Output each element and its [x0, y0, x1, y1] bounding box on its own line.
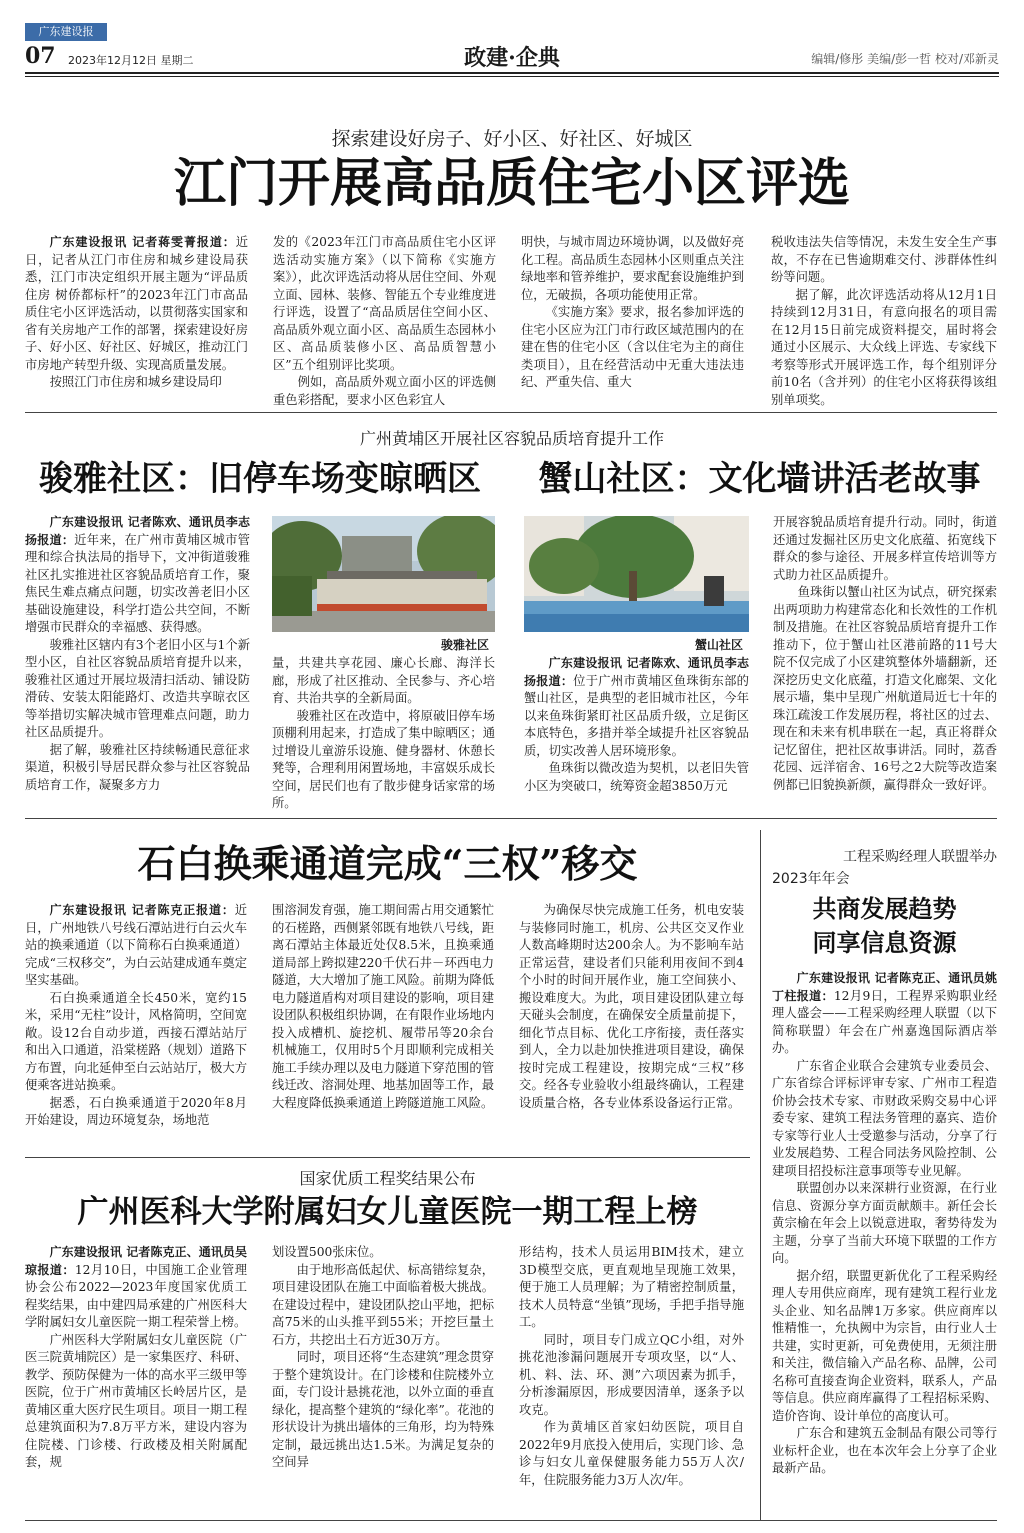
- page-header: [0, 0, 1024, 72]
- issue-date: 2023年12月12日 星期二: [68, 54, 194, 67]
- article5-headline: 同享信息资源: [812, 928, 957, 957]
- article5-text: 广东合和建筑五金制品有限公司等行业标杆企业，也在本次年会上分享了企业最新产品。: [772, 1426, 997, 1475]
- article1-text: 《实施方案》要求，报名参加评选的住宅小区应为江门市行政区域范围内的在建在售的住宅小区（含以住宅为主的商住类项目），且在经营活动中无重大违法违纪、严重失信、重大: [521, 305, 744, 389]
- article5-text: 12月9日，工程界采购职业经理人盛会——工程采购经理人联盟（以下简称联盟）年会在广州嘉逸国际酒店举办。: [772, 988, 997, 1055]
- article2-right-byline: 广东建设报讯 记者陈欢、通讯员李志扬报道：: [524, 656, 749, 688]
- article2-text: 据了解，骏雅社区持续畅通民意征求渠道，积极引导居民群众参与社区容貌品质培育工作，凝聚多方力: [25, 742, 250, 792]
- article3-text: 据悉，石白换乘通道于2020年8月开始建设，周边环境复杂，场地范: [25, 1095, 247, 1127]
- article4-subtitle: 国家优质工程奖结果公布: [299, 1169, 476, 1188]
- masthead-logo: 广东建设报: [25, 23, 107, 41]
- photo-xieshan-community: [524, 516, 749, 632]
- article4-text: 12月10日，中国施工企业管理协会公布2022—2023年度国家优质工程奖结果，由中建四局承建的广州医科大学附属妇女儿童医院一期工程荣誉上榜。: [25, 1262, 247, 1329]
- article5-subtitle: 工程采购经理人联盟举办: [843, 849, 997, 865]
- photo-caption: 蟹山社区: [695, 638, 744, 652]
- article4-column-1: [25, 1244, 247, 1472]
- article5-headline: 共商发展趋势: [812, 894, 957, 923]
- article3-column-3: [519, 902, 744, 1112]
- article1-text: 税收违法失信等情况，未发生安全生产事故，不存在已售逾期难交付、涉群体性纠纷等问题。: [771, 235, 997, 284]
- editor-credits: 编辑/修彤 美编/彭一哲 校对/邓新灵: [811, 52, 999, 66]
- footer-rule: [25, 1520, 997, 1521]
- article5-byline: 广东建设报讯 记者陈克正、通讯员姚丁柱报道：: [772, 971, 997, 1003]
- article2-right-headline: 蟹山社区：文化墙讲活老故事: [538, 459, 981, 499]
- section-divider: [25, 412, 997, 413]
- article2-right-column-1: [524, 655, 749, 795]
- article3-column-1: [25, 902, 247, 1130]
- section-divider: [25, 1157, 750, 1158]
- article5-text: 联盟创办以来深耕行业资源，在行业信息、资源分享方面贡献颇丰。新任会长黄宗榆在年会上以锐意进取，奢势待发为主题，分享了当前大环境下联盟的工作方向。: [772, 1181, 997, 1265]
- article4-text: 由于地形高低起伏、标高错综复杂，项目建设团队在施工中面临着极大挑战。在建设过程中，建设团队挖山平地，把标高75米的山头推平到55米；开挖巨量土石方，共挖出土石方近30万方。: [272, 1262, 494, 1347]
- article1-text: 按照江门市住房和城乡建设局印: [49, 375, 222, 389]
- article2-text: 骏雅社区在改造中，将原破旧停车场顶棚利用起来，打造成了集中晾晒区；通过增设儿童游乐设施、健身器材、休憩长凳等，合理利用闲置场地，丰富娱乐成长空间，居民们也有了散步健身话家常的场所。: [272, 708, 495, 810]
- article1-column-3: [521, 234, 744, 392]
- article4-column-3: [519, 1244, 744, 1489]
- article2-text: 量，共建共享花园、廉心长廊、海洋长廊，形成了社区推动、全民参与、齐心培育、共治共享的全新局面。: [272, 656, 495, 705]
- article3-byline: 广东建设报讯 记者陈克正报道：: [49, 903, 235, 917]
- article1-headline: 江门开展高品质住宅小区评选: [173, 153, 850, 214]
- article4-column-2: [272, 1244, 494, 1472]
- header-rule: [25, 72, 999, 74]
- article3-column-2: [272, 902, 494, 1112]
- article4-text: 同时，项目还将“生态建筑”理念贯穿于整个建筑设计。在门诊楼和住院楼外立面，专门设计悬挑花池，以外立面的垂直绿化，提高整个建筑的“绿化率”。花池的形状设计为挑出墙体的三角形，均为特殊定制，最远挑出达1.5米。为满足复杂的空间异: [272, 1350, 494, 1469]
- article2-text: 开展容貌品质培育提升行动。同时，街道还通过发掘社区历史文化底蕴、拓宽线下群众的参与途径、开展多样宣传培训等方式助力社区品质提升。: [773, 515, 997, 582]
- section-divider: [25, 818, 997, 819]
- article2-text: 鱼珠街以微改造为契机，以老旧失管小区为突破口，统筹资金超3850万元: [524, 761, 749, 793]
- article4-byline: 广东建设报讯 记者陈克正、通讯员吴琼报道：: [25, 1245, 247, 1277]
- article3-text: 近日，广州地铁八号线石潭站进行白云火车站的换乘通道（以下简称石白换乘通道）完成“三权移交”，为白云站建成通车奠定坚实基础。: [25, 903, 247, 987]
- article4-text: 作为黄埔区首家妇幼医院，项目自2022年9月底投入使用后，实现门诊、急诊与妇女儿童保健服务能力55万人次/年，住院服务能力3万人次/年。: [519, 1420, 744, 1487]
- article4-text: 同时，项目专门成立QC小组，对外挑花池渗漏问题展开专项攻坚，以“人、机、料、法、环、测”六项因素为抓手，分析渗漏原因，形成要因清单，逐条予以攻克。: [519, 1332, 744, 1417]
- article2-text: 近年来，在广州市黄埔区城市管理和综合执法局的指导下，文冲街道骏雅社区扎实推进社区容貌品质培育工作，聚焦民生难点痛点问题，切实改善老旧小区基础设施建设，科学打造公共空间，不断增强市民群众的幸福感、获得感。: [25, 532, 250, 634]
- header-rule-thin: [25, 76, 999, 77]
- article2-text: 鱼珠街以蟹山社区为试点，研究探索出两项助力构建常态化和长效性的工作机制及措施。在社区容貌品质培育提升工作推动下，位于蟹山社区港前路的11号大院不仅完成了小区建筑整体外墙翻新，还深挖历史文化底蕴，打造文化廊架、文化展示墙，集中呈现广州航道局近七十年的珠江疏浚工作发展历程，将社区的过去、现在和未来有机串联在一起，真正将群众记忆留住，把社区故事讲活。同时，荔香花园、远洋宿舍、16号之2大院等改造案例都已旧貌换新颜，赢得群众一致好评。: [773, 585, 997, 792]
- photo-caption: 骏雅社区: [441, 638, 490, 652]
- article4-headline: 广州医科大学附属妇女儿童医院一期工程上榜: [77, 1194, 698, 1230]
- article1-column-1: [25, 234, 248, 392]
- article3-headline: 石白换乘通道完成“三权”移交: [137, 841, 638, 886]
- article5-text: 据介绍，联盟更新优化了工程采购经理人专用供应商库，现有建筑工程行业龙头企业、知名品牌1万多家。供应商库以惟精惟一，允执阙中为宗旨，由行业人士共建，实时更新，可免费使用，无须注册和关注，微信输入产品名称、品牌，公司名称可直接查询企业资料，联系人，产品等信息。供应商库赢得了工程招标采购、造价咨询、设计单位的高度认可。: [772, 1268, 997, 1423]
- article2-right-column-2: [773, 514, 997, 794]
- article2-text: 位于广州市黄埔区鱼珠街东部的蟹山社区，是典型的老旧城市社区，今年以来鱼珠街紧盯社区品质升级，立足街区本底特色，多措并举全域提升社区容貌品质，切实改善人居环境形象。: [524, 673, 749, 758]
- article1-text: 据了解，此次评选活动将从12月1日持续到12月31日，有意向报名的项目需在12月15日前完成资料提交，届时将会通过小区展示、大众线上评选、专家线下考察等形式开展评选工作，每个组别评分前10名（含并列）的住宅小区将获得该组别单项奖。: [771, 287, 997, 407]
- article1-column-4: [771, 234, 997, 409]
- article5-column: [772, 970, 997, 1478]
- article3-text: 为确保尽快完成施工任务，机电安装与装修同时施工，机房、公共区交叉作业人数高峰期时达200余人。为不影响车站正常运营，建设者们只能利用夜间不到4个小时的时间开展作业，施工空间狭小、搬设难度大。为此，项目建设团队建立每天碰头会制度，在确保安全质量前提下，细化节点目标、优化工序衔接，责任落实到人，全力以赴加快推进项目建设，确保按时完成工程建设，按期完成“三权”移交。经各专业验收小组最终确认，工程建设质量合格，各专业体系设备运行正常。: [519, 903, 744, 1110]
- section-title: 政建·企典: [464, 45, 560, 71]
- article1-column-2: [273, 234, 496, 409]
- article2-text: 骏雅社区辖内有3个老旧小区与1个新型小区，自社区容貌品质培育提升以来，骏雅社区通过开展垃圾清扫活动、铺设防滑砖、安装太阳能路灯、改造共享晾衣区等举措切实解决城市管理难点问题，助力社区品质提升。: [25, 637, 250, 739]
- article1-text: 例如，高品质外观立面小区的评选侧重色彩搭配，要求小区色彩宜人: [273, 375, 496, 407]
- article2-left-column-1: [25, 514, 250, 794]
- article2-left-byline: 广东建设报讯 记者陈欢、通讯员李志扬报道：: [25, 515, 250, 547]
- article3-text: 围溶洞发育强，施工期间需占用交通繁忙的石槎路，西侧紧邻既有地铁八号线，距离石潭站主体最近处仅8.5米，且换乘通道局部上跨拟建220千伏石井－环西电力隧道，大大增加了施工风险。前期为降低电力隧道盾构对项目建设的影响，项目建设团队积极组织协调，在有限作业场地内投入成槽机、旋挖机、履带吊等20余台机械施工，仅用时5个月即顺利完成相关施工手续办理以及电力隧道下穿范围的管线迁改、溶洞处理、地基加固等工作，最大程度降低换乘通道上跨隧道施工风险。: [272, 903, 494, 1110]
- article2-left-headline: 骏雅社区：旧停车场变晾晒区: [39, 459, 481, 499]
- article5-text: 广东省企业联合会建筑专业委员会、广东省综合评标评审专家、广州市工程造价协会技术专家、市财政采购交易中心评委专家、建筑工程法务管理的嘉宾、造价专家等行业人士受邀参与活动，分享了行业发展趋势、工程合同法务风险控制、公建项目招投标注意事项等专业见解。: [772, 1058, 997, 1178]
- article1-subtitle: 探索建设好房子、好小区、好社区、好城区: [331, 128, 693, 150]
- article5-subtitle: 2023年年会: [772, 871, 850, 887]
- article2-left-column-2: [272, 655, 495, 813]
- article3-text: 石白换乘通道全长450米，宽约15米，采用“无柱”设计，风格简明，空间宽敞。设12台自动步道，西接石潭站站厅和出入口通道，沿棠槎路（规划）道路下方布置，向北延伸至白云站站厅，极大方便乘客进站换乘。: [25, 990, 247, 1092]
- photo-junya-community: [272, 516, 495, 632]
- column-divider: [760, 830, 761, 1520]
- article1-text: 近日，记者从江门市住房和城乡建设局获悉，江门市决定组织开展主题为“评品质住房 树侨都标杆”的2023年江门市高品质住宅小区评选活动，以贯彻落实国家和省有关房地产工作的部署，探索建设好房子、好小区、好社区、好城区，推动江门市房地产转型升级、实现高质量发展。: [25, 235, 248, 372]
- article4-text: 广州医科大学附属妇女儿童医院（广医三院黄埔院区）是一家集医疗、科研、教学、预防保健为一体的高水平三级甲等医院，位于广州市黄埔区长岭居片区，是黄埔区重大医疗民生项目。项目一期工程总建筑面积为7.8万平方米，建设内容为住院楼、门诊楼、行政楼及相关附属配套，规: [25, 1332, 247, 1469]
- article1-text: 发的《2023年江门市高品质住宅小区评选活动实施方案》（以下简称《实施方案》），此次评选活动将从居住空间、外观立面、园林、装修、智能五个专业维度进行评选，设置了“高品质居住空间小区、高品质外观立面小区、高品质生态园林小区、高品质装修小区、高品质智慧小区”五个组别评比奖项。: [273, 235, 496, 372]
- article4-text: 划设置500张床位。: [272, 1245, 382, 1259]
- article1-text: 明快，与城市周边环境协调，以及做好亮化工程。高品质生态园林小区则重点关注绿地率和管养维护，要求配套设施维护到位，无破损，各项功能使用正常。: [521, 235, 744, 302]
- page-number: 07: [25, 43, 56, 69]
- article1-byline: 广东建设报讯 记者蒋雯菁报道：: [49, 235, 236, 249]
- article4-text: 形结构，技术人员运用BIM技术，建立3D模型交底，更直观地呈现施工效果，便于施工人员理解；为了精密控制质量，技术人员特意“坐镇”现场，手把手指导施工。: [519, 1245, 744, 1329]
- article2-subtitle: 广州黄埔区开展社区容貌品质培育提升工作: [359, 429, 664, 448]
